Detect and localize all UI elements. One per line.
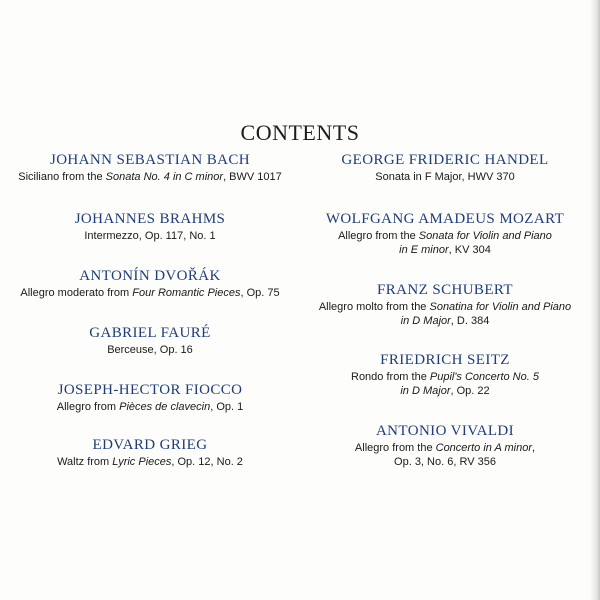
page-edge-shadow [590, 0, 600, 600]
composer-name: JOHANN SEBASTIAN BACH [49, 152, 251, 168]
contents-entry [300, 280, 590, 328]
contents-entry [0, 323, 300, 357]
work-title-line-1: Allegro from the Sonata for Violin and Piano [338, 230, 552, 242]
work-title: Siciliano from the Sonata No. 4 in C minor, BWV 1017 [18, 171, 282, 183]
work-title: Sonata in F Major, HWV 370 [375, 171, 515, 183]
contents-entry [0, 380, 300, 414]
contents-entry [0, 435, 300, 469]
composer-name: GABRIEL FAURÉ [89, 325, 211, 341]
composer-name: ANTONÍN DVOŘÁK [79, 268, 221, 284]
composer-name: JOHANNES BRAHMS [74, 211, 226, 227]
contents-entry [0, 209, 300, 243]
work-title-line-1: Rondo from the Pupil's Concerto No. 5 [351, 371, 539, 383]
work-title-line-2: in D Major, Op. 22 [400, 385, 490, 397]
composer-name: GEORGE FRIDERIC HANDEL [341, 152, 549, 168]
work-title-line-2: Op. 3, No. 6, RV 356 [394, 456, 496, 468]
composer-name: FRIEDRICH SEITZ [380, 352, 510, 368]
contents-entry [300, 209, 590, 257]
page-title: CONTENTS [240, 120, 360, 145]
composer-name: JOSEPH-HECTOR FIOCCO [57, 382, 243, 398]
composer-name: EDVARD GRIEG [92, 437, 208, 453]
work-title-line-1: Allegro molto from the Sonatina for Violin and Piano [318, 301, 572, 313]
work-title-line-2: in D Major, D. 384 [400, 315, 490, 327]
work-title: Intermezzo, Op. 117, No. 1 [84, 230, 216, 242]
work-title-line-1: Allegro from the Concerto in A minor, [354, 442, 536, 454]
work-title: Allegro moderato from Four Romantic Pieces, Op. 75 [20, 287, 280, 299]
work-title: Allegro from Pièces de clavecin, Op. 1 [56, 401, 244, 413]
contents-entry [300, 150, 590, 184]
contents-entry [300, 350, 590, 398]
contents-entry [0, 266, 300, 300]
work-title-line-2: in E minor, KV 304 [399, 244, 491, 256]
composer-name: ANTONIO VIVALDI [375, 423, 515, 439]
composer-name: FRANZ SCHUBERT [377, 282, 513, 298]
composer-name: WOLFGANG AMADEUS MOZART [325, 211, 565, 227]
work-title: Waltz from Lyric Pieces, Op. 12, No. 2 [57, 456, 243, 468]
contents-entry [300, 421, 590, 469]
contents-entry [0, 150, 300, 184]
work-title: Berceuse, Op. 16 [107, 344, 193, 356]
